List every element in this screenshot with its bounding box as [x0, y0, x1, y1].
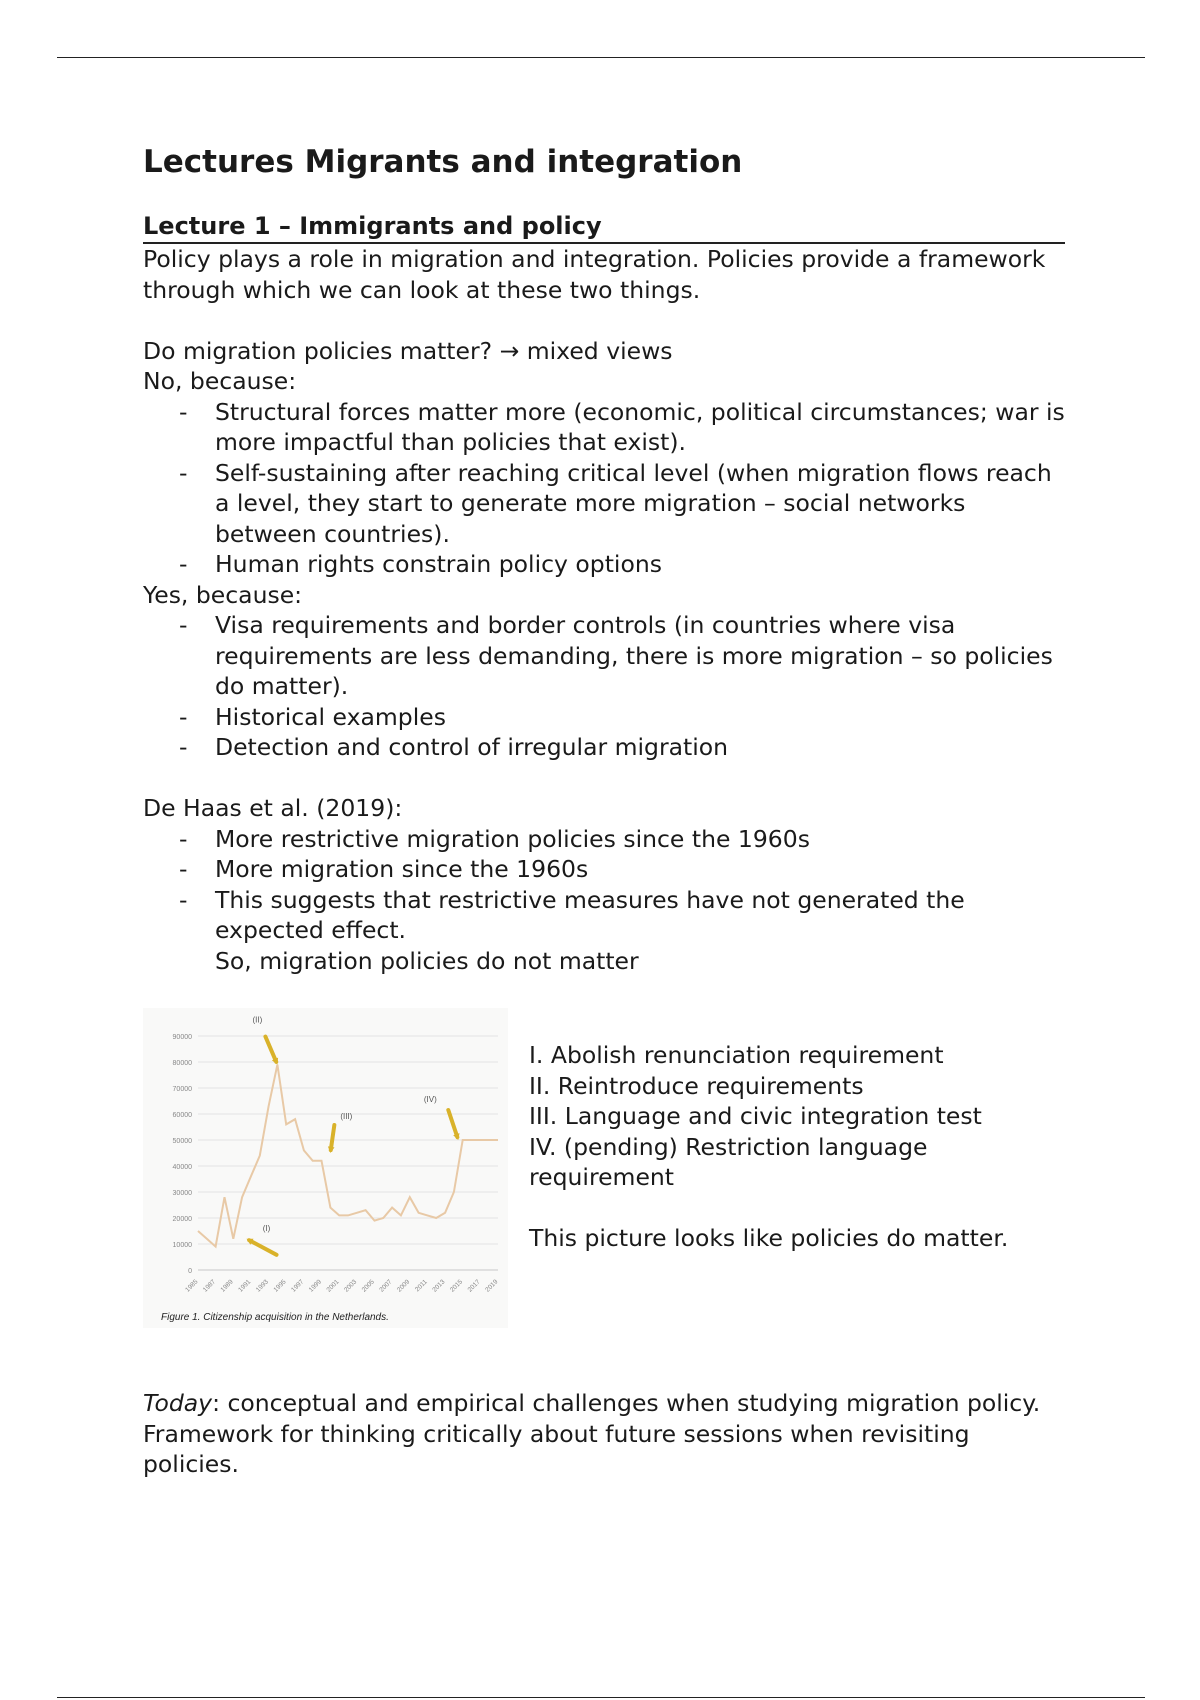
chart-legend	[529, 1040, 1069, 1254]
document-body	[143, 136, 1065, 1480]
legend-line: IV. (pending) Restriction language requirement	[529, 1132, 928, 1191]
top-rule	[57, 57, 1145, 58]
list-item: - Visa requirements and border controls (in countries where visa requirements are less demanding, there is more migration – so policies do matter).	[179, 610, 1065, 702]
annotation-arrow	[265, 1037, 276, 1062]
chart-caption: Figure 1. Citizenship acquisition in the Netherlands.	[161, 1312, 389, 1323]
x-tick-label: 2009	[395, 1278, 412, 1294]
list-item: - This suggests that restrictive measures have not generated the expected effect.	[179, 885, 1065, 946]
y-tick-label: 70000	[172, 1086, 192, 1093]
chart-svg	[143, 1008, 508, 1308]
question-line: Do migration policies matter? → mixed views	[143, 336, 673, 365]
list-item: - Self-sustaining after reaching critical level (when migration flows reach a level, they start to generate more migration – social networks between countries).	[179, 458, 1065, 550]
legend-line: III. Language and civic integration test	[529, 1102, 982, 1130]
x-tick-label: 1997	[290, 1278, 306, 1294]
annotation-label: (III)	[340, 1112, 353, 1121]
x-tick-label: 1987	[201, 1278, 218, 1294]
x-tick-label: 2013	[431, 1278, 447, 1294]
list-item: - Human rights constrain policy options	[179, 549, 1065, 580]
x-tick-label: 1985	[184, 1278, 200, 1294]
annotation-arrow	[249, 1240, 276, 1255]
bottom-rule	[57, 1697, 1145, 1698]
x-tick-label: 2011	[413, 1278, 429, 1294]
yes-list	[143, 610, 1065, 763]
today-label: Today	[143, 1389, 213, 1417]
dehaas-label: De Haas et al. (2019):	[143, 794, 403, 822]
x-tick-label: 1999	[307, 1278, 323, 1294]
x-tick-label: 1995	[272, 1278, 288, 1294]
y-tick-label: 90000	[172, 1034, 192, 1041]
x-tick-label: 2005	[360, 1278, 376, 1294]
y-tick-label: 30000	[172, 1190, 192, 1197]
legend-line: I. Abolish renunciation requirement	[529, 1041, 944, 1069]
x-tick-label: 2017	[466, 1278, 482, 1294]
annotation-label: (IV)	[423, 1095, 437, 1104]
annotation-label: (I)	[262, 1223, 271, 1233]
document-title: Lectures Migrants and integration	[143, 144, 743, 180]
y-tick-label: 0	[188, 1268, 192, 1275]
y-tick-label: 20000	[172, 1216, 192, 1223]
series-line	[198, 1065, 498, 1247]
x-tick-label: 1989	[219, 1278, 235, 1294]
today-paragraph	[143, 1388, 1065, 1419]
framework-paragraph: Framework for thinking critically about future sessions when revisiting policies.	[143, 1419, 970, 1478]
intro-paragraph: Policy plays a role in migration and integration. Policies provide a framework through which we can look at these two things.	[143, 245, 1046, 304]
no-list	[143, 397, 1065, 580]
x-tick-label: 1993	[254, 1278, 271, 1294]
x-tick-label: 2003	[343, 1278, 359, 1294]
x-tick-label: 1991	[237, 1278, 253, 1294]
dehaas-conclusion: So, migration policies do not matter	[215, 946, 639, 975]
figure-row	[143, 1008, 1065, 1388]
y-tick-label: 60000	[172, 1112, 192, 1119]
y-tick-label: 80000	[172, 1060, 192, 1067]
lecture-heading: Lecture 1 – Immigrants and policy	[143, 210, 1065, 244]
x-tick-label: 2019	[484, 1278, 500, 1294]
list-item: - More migration since the 1960s	[179, 854, 1065, 885]
legend-conclusion: This picture looks like policies do matter.	[529, 1224, 1009, 1252]
legend-line: II. Reintroduce requirements	[529, 1071, 864, 1100]
annotation-arrow	[331, 1125, 335, 1150]
list-item: - More restrictive migration policies since the 1960s	[179, 824, 1065, 855]
y-tick-label: 10000	[172, 1242, 192, 1249]
y-tick-label: 40000	[172, 1164, 192, 1171]
yes-label: Yes, because:	[143, 580, 303, 609]
dehaas-list	[143, 824, 1065, 946]
citizenship-chart	[143, 1008, 508, 1328]
x-tick-label: 2015	[448, 1278, 465, 1294]
list-item: - Historical examples	[179, 702, 1065, 733]
list-item: - Detection and control of irregular migration	[179, 732, 1065, 763]
today-text: : conceptual and empirical challenges when studying migration policy.	[212, 1389, 1041, 1417]
no-label: No, because:	[143, 367, 297, 395]
x-tick-label: 2001	[325, 1278, 341, 1294]
list-item: - Structural forces matter more (economic, political circumstances; war is more impactful than policies that exist).	[179, 397, 1065, 458]
annotation-label: (II)	[252, 1015, 263, 1025]
x-tick-label: 2007	[378, 1278, 394, 1294]
y-tick-label: 50000	[172, 1138, 192, 1145]
